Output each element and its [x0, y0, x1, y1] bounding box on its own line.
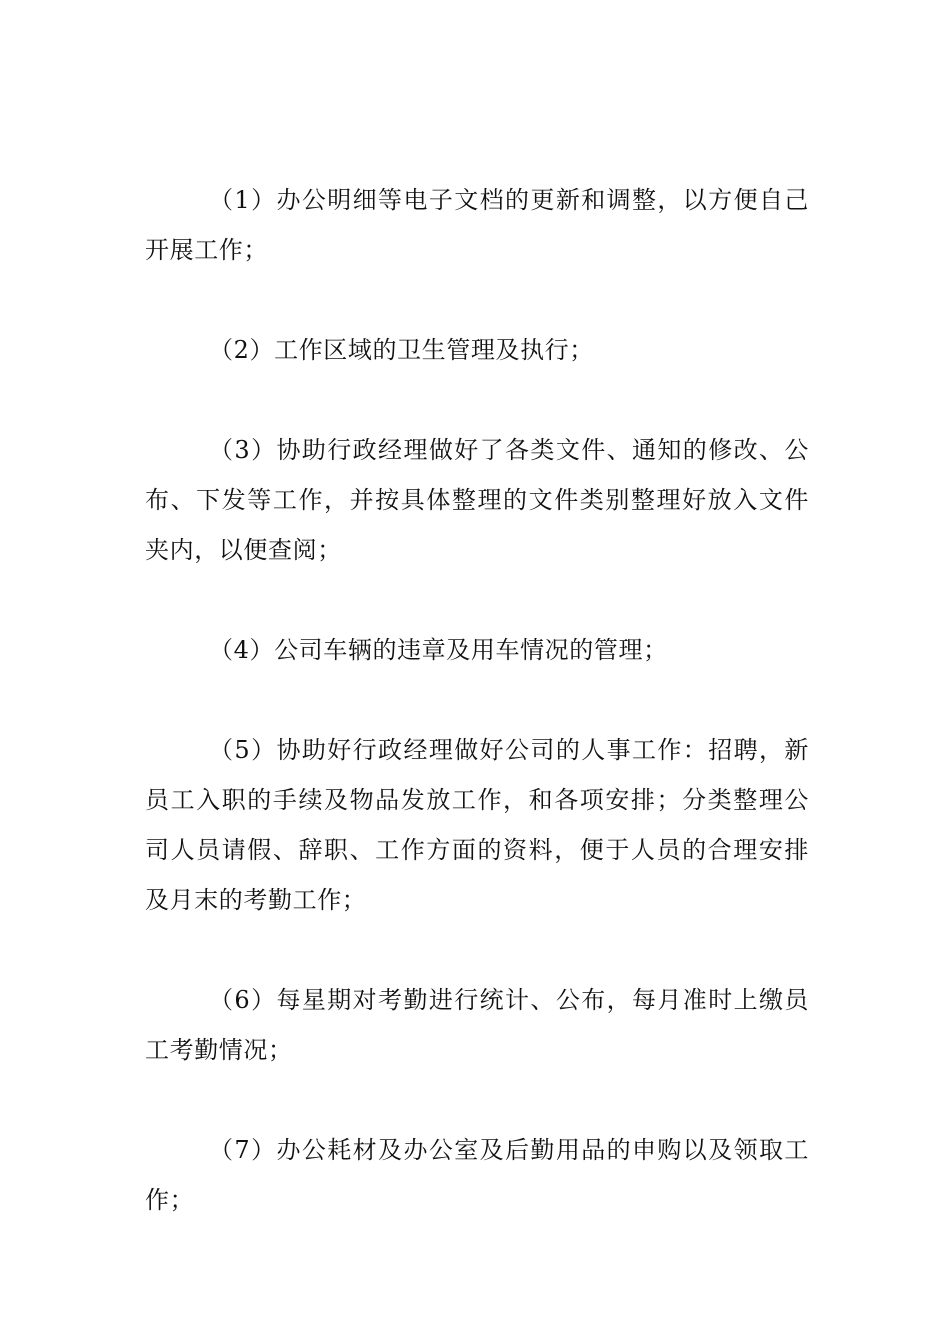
paragraph-2: （2）工作区域的卫生管理及执行； — [209, 336, 594, 364]
document-body — [145, 175, 809, 1225]
paragraph-3: （3）协助行政经理做好了各类文件、通知的修改、公布、下发等工作，并按具体整理的文件类别整理好放入文件夹内，以便查阅； — [145, 436, 809, 564]
paragraph-1: （1）办公明细等电子文档的更新和调整，以方便自己开展工作； — [145, 186, 809, 264]
paragraph-4: （4）公司车辆的违章及用车情况的管理； — [209, 636, 668, 664]
paragraph-6: （6）每星期对考勤进行统计、公布，每月准时上缴员工考勤情况； — [145, 986, 809, 1064]
paragraph-5: （5）协助好行政经理做好公司的人事工作：招聘，新员工入职的手续及物品发放工作，和各项安排；分类整理公司人员请假、辞职、工作方面的资料，便于人员的合理安排及月末的考勤工作； — [145, 736, 809, 914]
paragraph-7: （7）办公耗材及办公室及后勤用品的申购以及领取工作； — [145, 1136, 809, 1214]
